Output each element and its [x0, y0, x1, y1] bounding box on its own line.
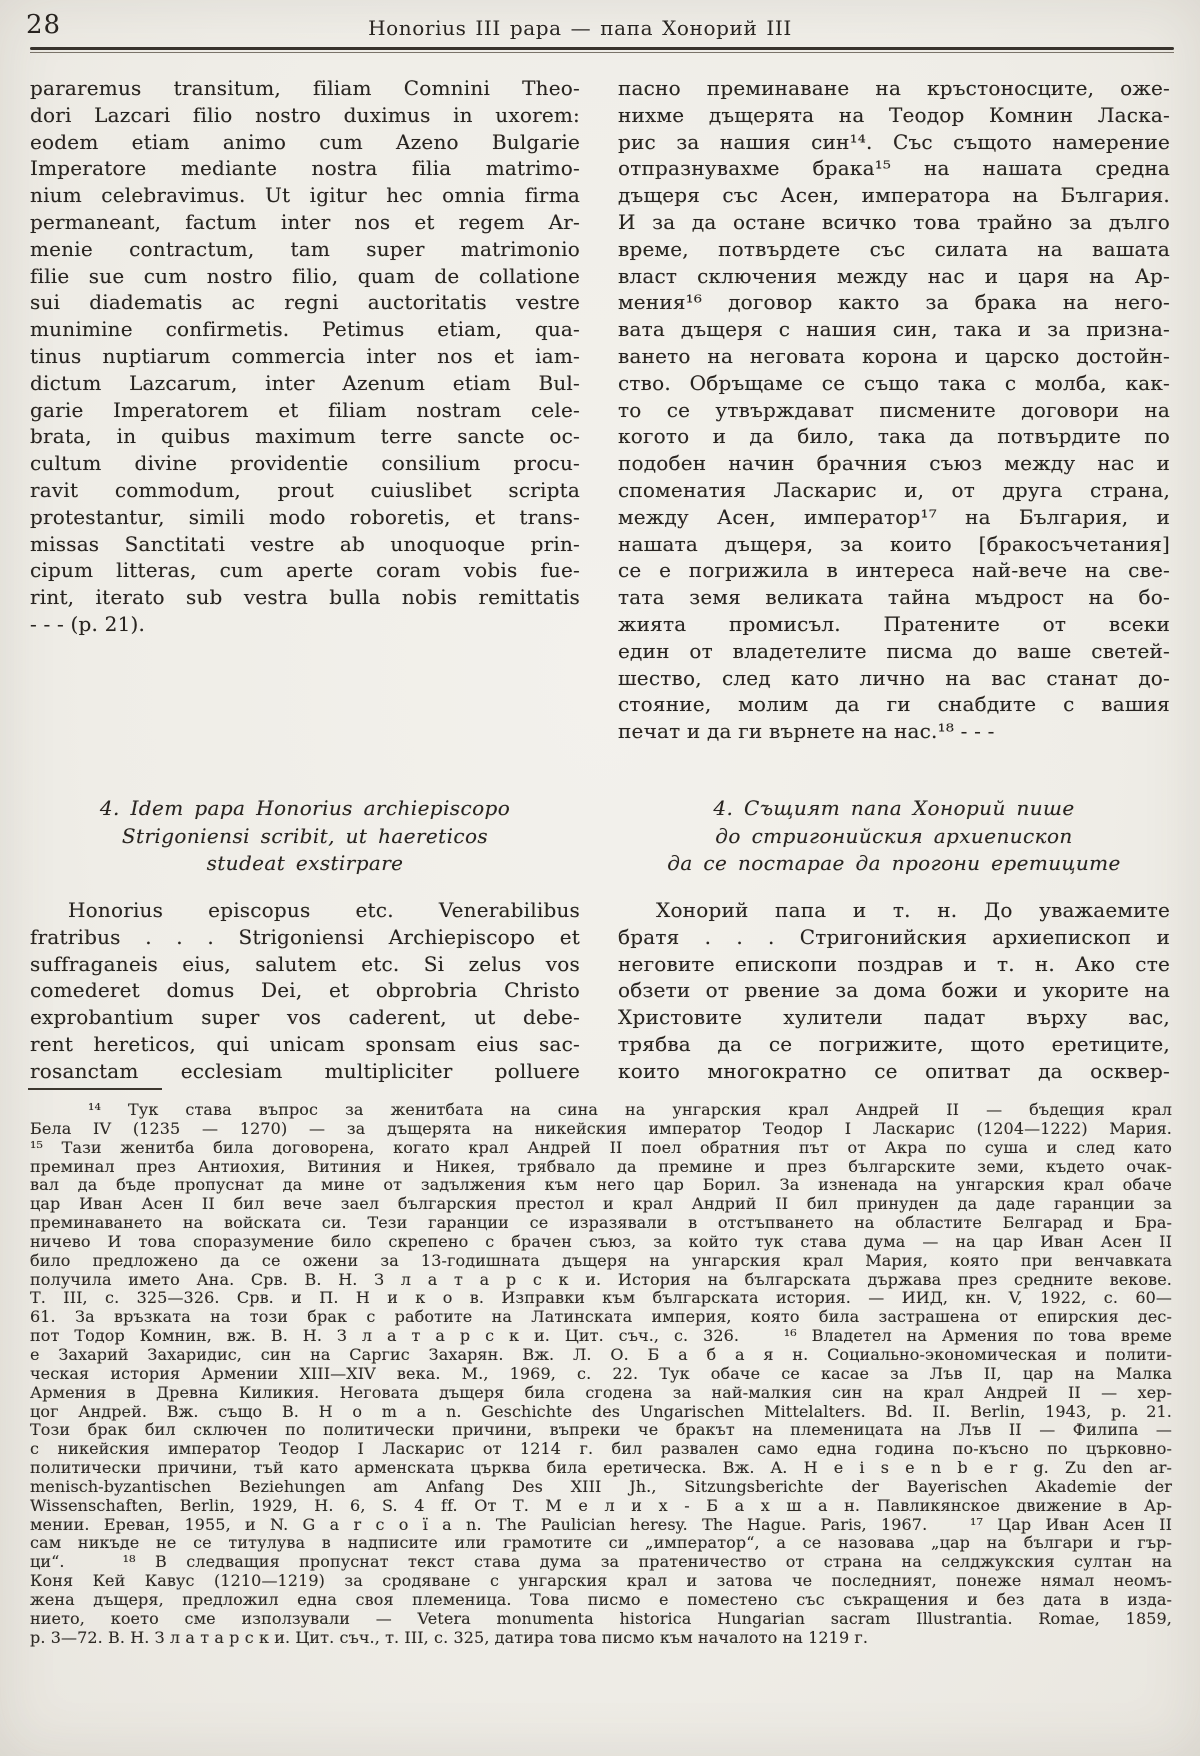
text-line: dori Lazcari filio nostro duximus in uxorem: — [30, 102, 580, 127]
text-line: трябва да се погрижите, щото еретиците, — [618, 1031, 1170, 1056]
text-line: Армения в Древна Киликия. Неговата дъщеря била сгодена за най-малкия син на крал Андрей II — хер- — [30, 1382, 1172, 1402]
text-line: Т. III, с. 325—326. Срв. и П. Н и к о в. Изправки към българската история. — ИИД, кн. V, 1922, с. 60— — [30, 1288, 1172, 1308]
text-line: е Захарий Захаридис, син на Саргис Захарян. Вж. Л. О. Б а б а я н. Социально-экономическая и полити- — [30, 1344, 1172, 1364]
footnote-separator-rule — [28, 1088, 162, 1090]
text-line: да се постарае да прогони еретиците — [667, 851, 1121, 875]
text-line: политически причини, тъй като арменската църква била еретическа. Вж. A. H e i s e n b e r g. Zu den ar- — [30, 1458, 1172, 1478]
text-line: menisch-byzantischen Beziehungen am Anfang Des XIII Jh., Sitzungsberichte der Bayerischen Akademie der — [30, 1476, 1172, 1496]
text-line: studeat exstirpare — [206, 851, 404, 875]
text-line: стояние, молим да ги снабдите с вашия — [618, 692, 1170, 717]
text-line: шество, след като лично на вас станат до- — [618, 665, 1170, 690]
text-line: печат и да ги върнете на нас.¹⁸ - - - — [618, 719, 995, 744]
text-line: eodem etiam animo cum Azeno Bulgarie — [30, 129, 580, 154]
footnotes-block — [30, 1101, 1172, 1647]
latin-letter-paragraph — [30, 75, 580, 638]
text-line: cultum divine providentie consilium procu- — [30, 451, 580, 476]
text-line: отпразнувахме брака¹⁵ на нашата средна — [618, 156, 1170, 181]
text-line: И за да остане всичко това трайно за дълго — [618, 209, 1170, 234]
text-line: цог Андрей. Вж. също B. H o m a n. Geschichte des Ungarischen Mittelalters. Bd. II. Berlin, 1943, p. 21. — [30, 1401, 1172, 1421]
text-line: споменатия Ласкарис и, от друга страна, — [618, 477, 1170, 502]
text-line: вал да бъде пропуснат да мине от задължения към него цар Борил. За изненада на унгарския крал обаче — [30, 1175, 1172, 1195]
text-line: exprobantium super vos caderent, ut debe- — [30, 1005, 580, 1030]
text-line: нието, което сме използували — Vetera monumenta historica Hungarian sacram Illustrantia. Romae, 1859, — [30, 1608, 1172, 1628]
text-line: cipum litteras, cum aperte coram vobis fue- — [30, 558, 580, 583]
text-line: dictum Lazcarum, inter Azenum etiam Bul- — [30, 370, 580, 395]
text-line: 4. Същият папа Хонорий пише — [713, 796, 1075, 820]
text-line: munimine confirmetis. Petimus etiam, qua- — [30, 317, 580, 342]
text-line: Коня Кей Кавус (1210—1219) за сродяване с унгарския крал и затова че последният, понеже нямал неомъ- — [30, 1571, 1172, 1591]
two-column-text-area — [30, 75, 1170, 1090]
latin-section-heading — [30, 795, 580, 878]
text-line: с никейския император Теодор I Ласкарис от 1214 г. бил развален само една година по-късно по църковно- — [30, 1439, 1172, 1459]
text-line: обзети от рвение за дома божи и укорите на — [618, 978, 1170, 1003]
text-line: tinus nuptiarum commercia inter nos et iam- — [30, 343, 580, 368]
text-line: време, потвърдете със силата на вашата — [618, 236, 1170, 261]
text-line: когото и да било, така да потвърдите по — [618, 424, 1170, 449]
text-line: ничево И това споразумение било скрепено с брачен съюз, за който тук става дума — на цар Иван Асен II — [30, 1231, 1172, 1251]
text-line: fratribus . . . Strigoniensi Archiepiscopo et — [30, 924, 580, 949]
text-line: Wissenschaften, Berlin, 1929, H. 6, S. 4 ff. От Т. М е л и х - Б а х ш а н. Павликянское движение в Ар- — [30, 1495, 1172, 1515]
text-line: мения¹⁶ договор както за брака на него- — [618, 290, 1170, 315]
text-line: ¹⁴ Тук става въпрос за женитбата на сина на унгарския крал Андрей II — бъдещия крал — [88, 1100, 1172, 1119]
bulgarian-second-letter-paragraph — [618, 897, 1170, 1085]
text-line: братя . . . Стригонийския архиепископ и — [618, 924, 1170, 949]
text-line: пасно преминаване на кръстоносците, оже- — [618, 76, 1170, 100]
text-line: ¹⁵ Тази женитба била договорена, когато крал Андрей II поел обратния път от Акра по суша и след като — [30, 1137, 1172, 1157]
text-line: sui diadematis ac regni auctoritatis vestre — [30, 290, 580, 315]
text-line: 4. Idem papa Honorius archiepiscopo — [99, 796, 511, 820]
text-line: Бела IV (1235 — 1270) — за дъщерята на никейския император Теодор I Ласкарис (1204—1222) Мария. — [30, 1118, 1172, 1138]
bulgarian-section-heading — [618, 795, 1170, 878]
text-line: пот Тодор Комнин, вж. В. Н. З л а т а р с к и. Цит. съч., с. 326. ¹⁶ Владетел на Армения по това време — [30, 1326, 1172, 1346]
text-line: comederet domus Dei, et obprobria Christo — [30, 978, 580, 1003]
text-line: nium celebravimus. Ut igitur hec omnia firma — [30, 183, 580, 208]
text-line: цар Иван Асен II бил вече заел българския престол и крал Андрий II бил принуден да даде гаранции за — [30, 1194, 1172, 1214]
page-number: 28 — [26, 10, 62, 40]
text-line: един от владетелите писма до ваше светей- — [618, 638, 1170, 663]
text-line: missas Sanctitati vestre ab unoquoque prin- — [30, 531, 580, 556]
text-line: вата дъщеря с нашия син, така и за призна- — [618, 317, 1170, 342]
header-rule-thick-line — [30, 47, 1174, 50]
text-line: неговите епископи поздрав и т. н. Ако сте — [618, 951, 1170, 976]
text-line: 61. За връзката на този брак с работите на Латинската империя, която била застрашена от епирския дес- — [30, 1307, 1172, 1327]
text-line: Imperatore mediante nostra filia matrimo- — [30, 156, 580, 181]
text-line: Strigoniensi scribit, ut haereticos — [121, 823, 489, 848]
text-line: pararemus transitum, filiam Comnini Theo- — [30, 76, 580, 100]
text-line: нихме дъщерята на Теодор Комнин Ласка- — [618, 102, 1170, 127]
text-line: получила името Ана. Срв. В. Н. З л а т а р с к и. История на българската държава през средните векове. — [30, 1269, 1172, 1289]
text-line: - - - (p. 21). — [30, 611, 146, 636]
text-line: жията промисъл. Пратените от всеки — [618, 611, 1170, 636]
text-line: сам никъде не се титулува в надписите или грамотите си „император“, а се назовава „цар на българи и гър- — [30, 1533, 1172, 1553]
header-rule-thin-line — [30, 52, 1174, 53]
text-line: мении. Ереван, 1955, и N. G a r c o ï a n. The Paulician heresy. The Hague. Paris, 1967. ¹⁷ Цар Иван Асен II — [30, 1514, 1172, 1534]
text-line: menie contractum, tam super matrimonio — [30, 236, 580, 261]
text-line: било предложено да се ожени за 13-годишната дъщеря на унгарския крал Мария, която при венчавката — [30, 1250, 1172, 1270]
text-line: то се утвърждават писмените договори на — [618, 397, 1170, 422]
text-line: protestantur, simili modo roboretis, et trans- — [30, 504, 580, 529]
text-line: p. 3—72. В. Н. З л а т а р с к и. Цит. съч., т. III, с. 325, датира това писмо към началото на 1219 г. — [30, 1627, 869, 1647]
text-line: garie Imperatorem et filiam nostram cele- — [30, 397, 580, 422]
text-line: до стригонийския архиепископ — [715, 823, 1073, 848]
text-line: преминал през Антиохия, Витиния и Никея, трябвало да премине и през българските земи, където очак- — [30, 1156, 1172, 1176]
text-line: brata, in quibus maximum terre sancte oc- — [30, 424, 580, 449]
text-line: преминаването на войската си. Тези гаранции се изразявали в отстъпването на областите Белгарад и Бра- — [30, 1213, 1172, 1233]
text-line: рис за нашия син¹⁴. Със същото намерение — [618, 129, 1170, 154]
text-line: се е погрижила в интереса най-вече на све- — [618, 558, 1170, 583]
text-line: Хонорий папа и т. н. До уважаемите — [656, 898, 1170, 922]
text-line: ство. Обръщаме се също така с молба, как- — [618, 370, 1170, 395]
text-line: ravit commodum, prout cuiuslibet scripta — [30, 477, 580, 502]
text-line: rent hereticos, qui unicam sponsam eius sac- — [30, 1031, 580, 1056]
text-line: тата земя великата тайна мъдрост на бо- — [618, 585, 1170, 610]
text-line: подобен начин брачния съюз между нас и — [618, 451, 1170, 476]
text-line: suffraganeis eius, salutem etc. Si zelus vos — [30, 951, 580, 976]
text-line: нашата дъщеря, за които [бракосъчетания] — [618, 531, 1170, 556]
text-line: rint, iterato sub vestra bulla nobis remittatis — [30, 585, 580, 610]
text-line: Този брак бил сключен по политически причини, въпреки че бракът на племеницата на Лъв II — Филипа — — [30, 1420, 1172, 1440]
text-line: власт сключения между нас и царя на Ар- — [618, 263, 1170, 288]
text-line: permaneant, factum inter nos et regem Ar- — [30, 209, 580, 234]
text-line: ческая история Армении XIII—XIV века. М., 1969, с. 22. Тук обаче се касае за Лъв II, цар на Малка — [30, 1363, 1172, 1383]
text-line: Христовите хулители падат върху вас, — [618, 1005, 1170, 1030]
text-line: жена дъщеря, предложил една своя племеница. Това писмо е поместено със съкращения и без дата в изда- — [30, 1589, 1172, 1609]
latin-second-letter-paragraph — [30, 897, 580, 1085]
text-line: ването на неговата корона и царско достойн- — [618, 343, 1170, 368]
running-title: Honorius III papa — папа Хонорий III — [368, 16, 792, 40]
text-line: filie sue cum nostro filio, quam de collatione — [30, 263, 580, 288]
header-rule — [30, 47, 1174, 53]
text-line: ци“. ¹⁸ В следващия пропуснат текст става дума за пратеничество от страна на селджукския султан на — [30, 1552, 1172, 1572]
text-line: Honorius episcopus etc. Venerabilibus — [68, 898, 580, 922]
text-line: rosanctam ecclesiam multipliciter polluere — [30, 1058, 580, 1083]
text-line: между Асен, император¹⁷ на България, и — [618, 504, 1170, 529]
text-line: дъщеря със Асен, императора на България. — [618, 183, 1170, 208]
bulgarian-letter-paragraph — [618, 75, 1170, 745]
text-line: които многократно се опитват да осквер- — [618, 1058, 1170, 1083]
